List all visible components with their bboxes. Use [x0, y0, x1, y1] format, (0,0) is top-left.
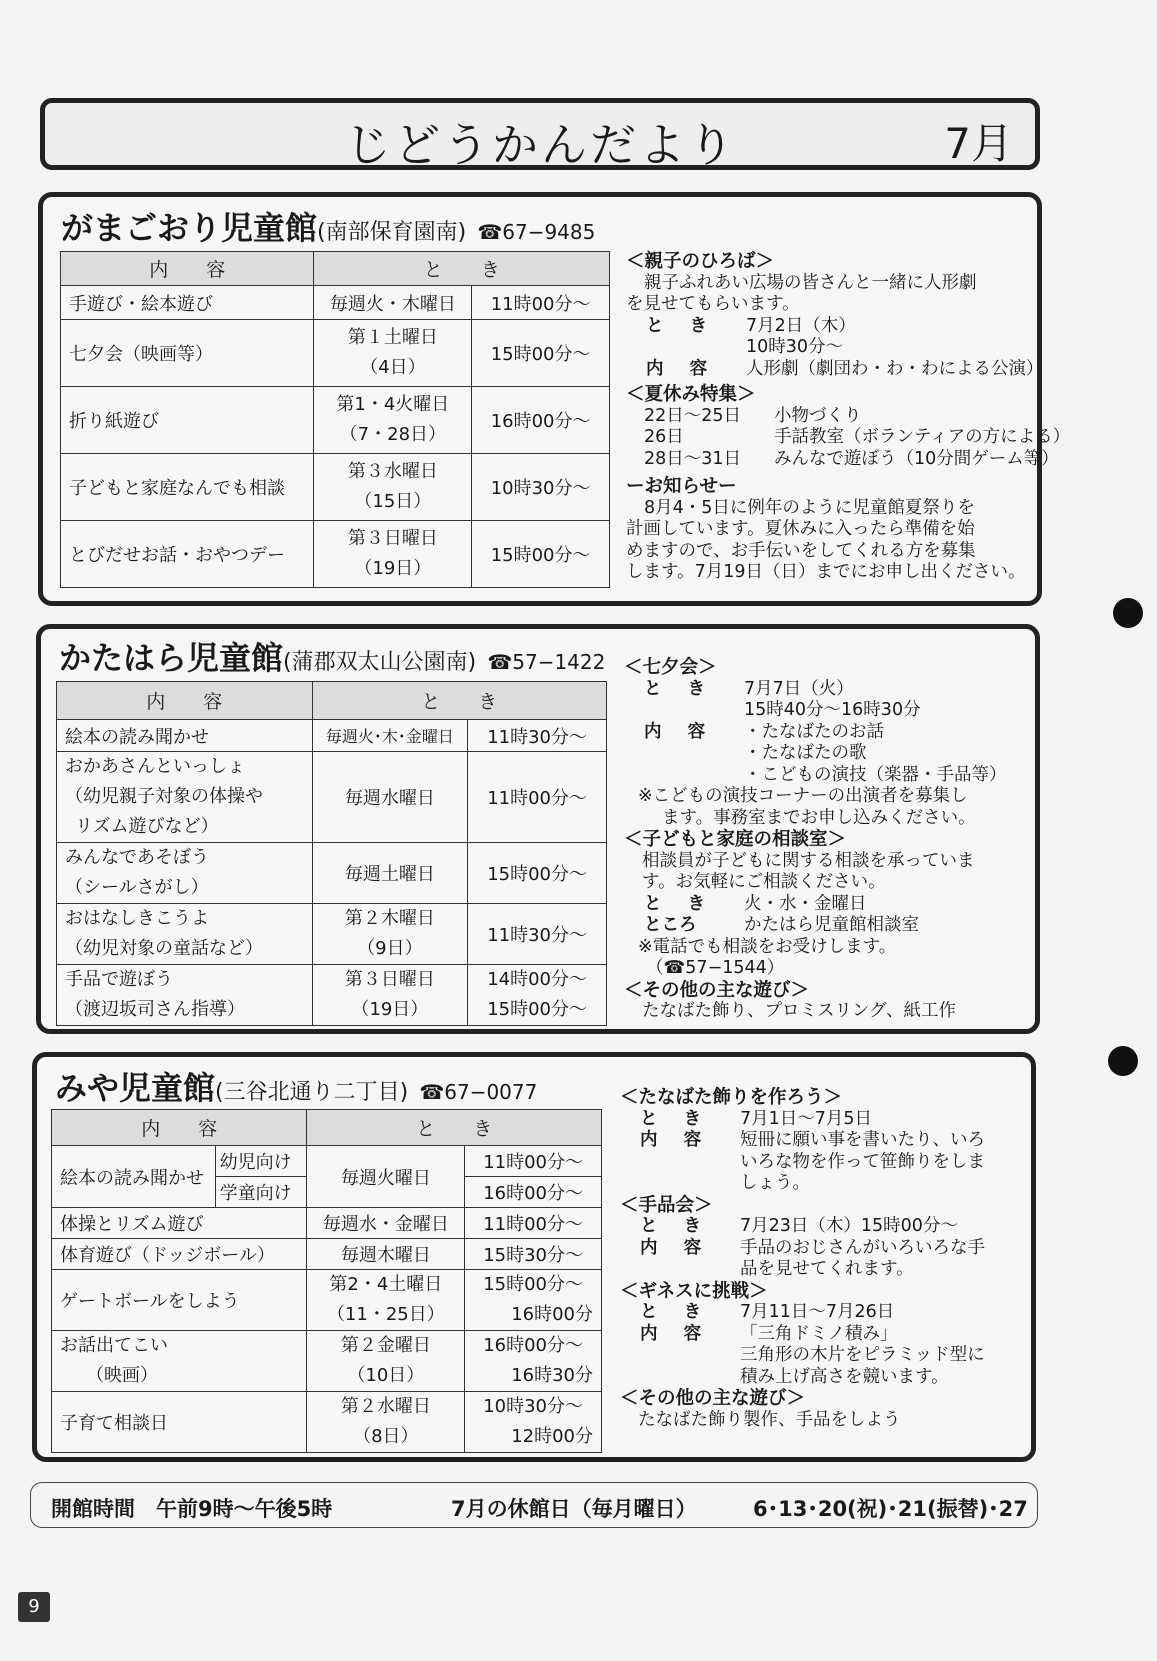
table-row — [57, 752, 607, 843]
event-date-row — [626, 316, 1070, 338]
hall-location: (蒲郡双太山公園南) — [283, 650, 477, 675]
hall-section-katahara — [36, 624, 1040, 1034]
event-content-row — [620, 1152, 985, 1174]
hall-phone: ☎67−9485 — [477, 220, 596, 244]
activity-cell: 折り紙遊び — [61, 387, 314, 454]
day-text: 第２木曜日 — [344, 908, 435, 929]
event-time-row — [624, 700, 1007, 722]
time-cell: 16時00分〜 — [465, 1177, 602, 1208]
time-cell: 11時30分〜 — [468, 904, 607, 965]
table-row — [52, 1331, 602, 1392]
content-label: 内 容 — [640, 1237, 712, 1258]
consult-text: 相談員が子どもに関する相談を承っていま — [642, 850, 975, 871]
activity-cell — [52, 1331, 307, 1392]
day-cell — [314, 320, 472, 387]
table-row — [57, 843, 607, 904]
event-item: ・たなばたの歌 — [744, 743, 867, 763]
schedule-table — [56, 681, 607, 1026]
activity-cell: 絵本の読み聞かせ — [57, 720, 313, 752]
event-title-natsuyasumi: ＜夏休み特集＞ — [626, 384, 756, 405]
event-content-row — [620, 1259, 985, 1281]
summer-item — [626, 406, 1070, 428]
summer-date: 28日〜31日 — [644, 448, 742, 469]
date-label: と き — [646, 315, 718, 336]
time-cell: 11時00分〜 — [465, 1146, 602, 1177]
recruit-note: ※こどもの演技コーナーの出演者を募集し — [638, 786, 968, 806]
summer-activity: 小物づくり — [774, 405, 862, 426]
time-cell: 11時00分〜 — [465, 1208, 602, 1239]
activity-cell — [57, 843, 313, 904]
activity-cell — [57, 752, 313, 843]
time-text: 16時30分 — [511, 1365, 593, 1386]
event-content-row — [620, 1324, 985, 1346]
table-header-row — [61, 252, 610, 286]
event-content-row — [620, 1238, 985, 1260]
audience-cell: 学童向け — [215, 1177, 307, 1208]
event-item: ・こどもの演技（楽器・手品等） — [744, 764, 1007, 785]
hall-section-gamagori — [38, 192, 1071, 606]
table-row — [61, 320, 610, 387]
date-text: （11・25日） — [326, 1304, 445, 1325]
event-title-other: ＜その他の主な遊び＞ — [624, 979, 810, 1001]
summer-date: 26日 — [644, 427, 684, 447]
hall-location: (南部保育園南) — [317, 220, 467, 245]
opening-hours: 開館時間 午前9時〜午後5時 — [51, 1497, 333, 1521]
column-header-time: と き — [312, 682, 607, 720]
day-text: 第2・4土曜日 — [329, 1274, 443, 1295]
column-header-time: と き — [314, 252, 610, 286]
summer-date: 22日〜25日 — [644, 405, 742, 426]
other-activities: たなばた飾り製作、手品をしよう — [638, 1409, 901, 1430]
event-content-row — [620, 1130, 985, 1152]
consult-text: す。お気軽にご相談ください。 — [642, 872, 886, 892]
event-content-row — [624, 765, 1007, 787]
table-header-row — [57, 682, 607, 720]
activity-cell: 子育て相談日 — [52, 1392, 307, 1453]
notice-title: ーお知らせー — [626, 476, 737, 497]
activity-text: おはなしきこうよ — [65, 908, 209, 929]
activity-cell — [57, 965, 313, 1026]
day-cell — [314, 454, 472, 521]
content-label: 内 容 — [646, 358, 718, 379]
activity-text: みんなであそぼう — [65, 847, 209, 868]
activity-cell: とびだせお話・おやつデー — [61, 521, 314, 588]
activity-text: （映画） — [86, 1365, 158, 1386]
consult-place: かたはら児童館相談室 — [744, 915, 919, 935]
activity-cell: 手遊び・絵本遊び — [61, 286, 314, 320]
event-date: 7月11日〜7月26日 — [740, 1302, 895, 1322]
event-content-row — [624, 743, 1007, 765]
table-row — [61, 454, 610, 521]
activity-cell: ゲートボールをしよう — [52, 1270, 307, 1331]
time-cell: 11時00分〜 — [472, 286, 610, 320]
day-text: 第1・4火曜日 — [336, 394, 450, 415]
place-label: ところ — [644, 915, 697, 935]
table-row — [57, 965, 607, 1026]
hall-phone: ☎67−0077 — [419, 1080, 538, 1104]
recruit-note: ます。事務室までお申し込みください。 — [662, 807, 976, 828]
day-cell — [314, 521, 472, 588]
table-row — [52, 1392, 602, 1453]
date-text: （8日） — [353, 1426, 419, 1447]
event-title-tanabata: ＜七夕会＞ — [624, 657, 717, 678]
event-date-row — [620, 1109, 985, 1131]
event-title-tejina: ＜手品会＞ — [620, 1194, 713, 1216]
event-content: 積み上げ高さを競います。 — [740, 1366, 949, 1387]
activity-text: （幼児対象の童話など） — [65, 938, 263, 959]
event-content: 短冊に願い事を書いたり、いろ — [740, 1130, 985, 1150]
audience-cell: 幼児向け — [215, 1146, 307, 1177]
activity-text: おかあさんといっしょ — [65, 756, 245, 777]
day-cell — [307, 1270, 465, 1331]
activity-text: お話出てこい — [60, 1335, 168, 1356]
table-row — [61, 286, 610, 320]
event-title-guinness: ＜ギネスに挑戦＞ — [620, 1280, 768, 1302]
event-content: 三角形の木片をピラミッド型に — [740, 1345, 985, 1365]
event-text: 親子ふれあい広場の皆さんと一緒に人形劇 — [644, 272, 977, 293]
event-content-row — [626, 359, 1070, 381]
date-text: （19日） — [351, 999, 429, 1020]
time-text: 16時00分〜 — [483, 1335, 584, 1356]
column-header-time: と き — [307, 1110, 602, 1146]
closed-days-label: 7月の休館日（毎月曜日） — [451, 1497, 697, 1521]
event-time: 10時30分〜 — [746, 337, 844, 357]
date-label: と き — [644, 678, 716, 699]
table-row — [52, 1208, 602, 1239]
event-content-row — [624, 722, 1007, 744]
consult-place-row — [624, 915, 1007, 937]
day-text: 第３日曜日 — [347, 528, 438, 549]
table-row — [52, 1146, 602, 1177]
day-cell: 毎週水・金曜日 — [307, 1208, 465, 1239]
notice-text: 8月4・5日に例年のように児童館夏祭りを — [644, 497, 975, 518]
activity-cell: 七夕会（映画等） — [61, 320, 314, 387]
day-cell: 毎週火曜日 — [307, 1146, 465, 1208]
date-label: と き — [644, 893, 716, 914]
time-cell: 15時00分〜 — [472, 320, 610, 387]
column-header-content: 内 容 — [61, 252, 314, 286]
schedule-table — [60, 251, 610, 588]
hall-location: (三谷北通り二丁目) — [215, 1080, 409, 1105]
hall-name-heading — [55, 1063, 537, 1109]
day-cell: 毎週土曜日 — [312, 843, 468, 904]
table-row — [61, 387, 610, 454]
newsletter-month: 7月 — [944, 119, 1013, 168]
schedule-table — [51, 1109, 602, 1453]
date-text: （15日） — [354, 491, 432, 512]
notice-text: します。7月19日（日）までにお申し出ください。 — [626, 562, 1026, 582]
event-text: を見せてもらいます。 — [626, 294, 800, 314]
activity-cell: 体操とリズム遊び — [52, 1208, 307, 1239]
activity-cell: 絵本の読み聞かせ — [52, 1146, 216, 1208]
notice-text: 計画しています。夏休みに入ったら準備を始 — [626, 519, 975, 539]
hall-name: かたはら児童館 — [59, 639, 284, 677]
newsletter-header — [40, 98, 1040, 170]
event-content-row — [620, 1173, 985, 1195]
event-content: 手品のおじさんがいろいろな手 — [740, 1237, 985, 1258]
punch-hole-mark — [1113, 598, 1143, 628]
hall-name-heading — [59, 633, 605, 679]
event-title-oyako: ＜親子のひろば＞ — [626, 251, 775, 272]
phone-number: （☎57−1544） — [646, 958, 785, 978]
activity-cell: 子どもと家庭なんでも相談 — [61, 454, 314, 521]
table-row — [52, 1270, 602, 1331]
event-content: いろな物を作って笹飾りをしま — [740, 1151, 985, 1172]
content-label: 内 容 — [644, 721, 716, 742]
event-date-row — [624, 679, 1007, 701]
time-cell — [465, 1392, 602, 1453]
newsletter-title: じどうかんだより — [345, 118, 737, 172]
phone-note: ※電話でも相談をお受けします。 — [638, 936, 897, 957]
event-content: 「三角ドミノ積み」 — [740, 1323, 898, 1344]
day-cell — [312, 904, 468, 965]
summer-item — [626, 427, 1070, 449]
opening-info-bar — [30, 1482, 1038, 1528]
time-cell — [465, 1331, 602, 1392]
time-text: 15時00分〜 — [487, 999, 588, 1020]
time-cell: 10時30分〜 — [472, 454, 610, 521]
day-text: 第２金曜日 — [340, 1335, 431, 1356]
event-content: 品を見せてくれます。 — [740, 1259, 914, 1279]
event-date: 7月2日（木） — [746, 315, 856, 336]
event-date: 7月7日（火） — [744, 678, 854, 699]
hall-events-column — [626, 251, 1070, 584]
date-label: と き — [640, 1216, 712, 1236]
time-cell: 15時00分〜 — [472, 521, 610, 588]
day-cell — [307, 1331, 465, 1392]
date-text: （4日） — [360, 357, 426, 378]
day-cell: 毎週木曜日 — [307, 1239, 465, 1270]
hall-events-column — [620, 1087, 985, 1431]
day-cell: 毎週水曜日 — [312, 752, 468, 843]
summer-item — [626, 449, 1070, 471]
event-content: 人形劇（劇団わ・わ・わによる公演） — [746, 358, 1044, 379]
table-row — [57, 904, 607, 965]
date-text: （9日） — [357, 938, 423, 959]
event-date-row — [620, 1216, 985, 1238]
time-cell: 16時00分〜 — [472, 387, 610, 454]
event-content: しょう。 — [740, 1173, 810, 1193]
event-title-soudan: ＜子どもと家庭の相談室＞ — [624, 829, 847, 850]
time-text: 16時00分 — [511, 1304, 593, 1325]
hall-name: みや児童館 — [55, 1069, 216, 1107]
activity-text: 手品で遊ぼう — [65, 969, 173, 990]
summer-activity: 手話教室（ボランティアの方による） — [774, 427, 1071, 447]
day-text: 第１土曜日 — [347, 327, 438, 348]
day-cell: 毎週火･木･金曜日 — [312, 720, 468, 752]
activity-text: リズム遊びなど） — [75, 816, 219, 837]
time-cell — [465, 1270, 602, 1331]
closed-days: 6･13･20(祝)･21(振替)･27 — [753, 1497, 1028, 1521]
content-label: 内 容 — [640, 1323, 712, 1344]
date-text: （7・28日） — [339, 424, 447, 445]
activity-text: （幼児親子対象の体操や — [65, 786, 263, 807]
day-cell — [312, 965, 468, 1026]
column-header-content: 内 容 — [52, 1110, 307, 1146]
hall-name: がまごおり児童館 — [61, 209, 318, 247]
time-cell: 11時00分〜 — [468, 752, 607, 843]
hall-events-column — [624, 657, 1007, 1023]
day-text: 第３水曜日 — [347, 461, 438, 482]
day-cell — [314, 387, 472, 454]
content-label: 内 容 — [640, 1130, 712, 1150]
activity-cell: 体育遊び（ドッジボール） — [52, 1239, 307, 1270]
summer-activity: みんなで遊ぼう（10分間ゲーム等） — [774, 448, 1059, 469]
day-text: 第２水曜日 — [340, 1396, 431, 1417]
event-time: 15時40分〜16時30分 — [744, 700, 921, 720]
activity-cell — [57, 904, 313, 965]
event-time-row — [626, 337, 1070, 359]
date-text: （10日） — [347, 1365, 425, 1386]
punch-hole-mark — [1108, 1046, 1138, 1076]
table-header-row — [52, 1110, 602, 1146]
table-row — [57, 720, 607, 752]
time-text: 10時30分〜 — [483, 1396, 584, 1417]
other-activities: たなばた飾り、プロミスリング、紙工作 — [642, 1001, 956, 1021]
time-text: 14時00分〜 — [487, 969, 588, 990]
day-cell — [307, 1392, 465, 1453]
time-text: 12時00分 — [511, 1426, 593, 1447]
activity-text: （シールさがし） — [65, 877, 209, 898]
time-text: 15時00分〜 — [483, 1274, 584, 1295]
notice-text: めますので、お手伝いをしてくれる方を募集 — [626, 540, 976, 561]
day-text: 第３日曜日 — [344, 969, 435, 990]
consult-days-row — [624, 894, 1007, 916]
date-label: と き — [640, 1302, 712, 1322]
event-content-row — [620, 1367, 985, 1389]
event-title-other: ＜その他の主な遊び＞ — [620, 1388, 806, 1409]
time-cell: 11時30分〜 — [468, 720, 607, 752]
time-cell: 15時30分〜 — [465, 1239, 602, 1270]
consult-days: 火・水・金曜日 — [744, 893, 867, 914]
table-row — [61, 521, 610, 588]
page-number: 9 — [18, 1592, 50, 1622]
time-cell — [468, 965, 607, 1026]
date-text: （19日） — [354, 558, 432, 579]
table-row — [52, 1239, 602, 1270]
event-date: 7月23日（木）15時00分〜 — [740, 1216, 958, 1236]
hall-section-miya — [32, 1052, 1036, 1462]
date-label: と き — [640, 1108, 712, 1129]
event-title-kazari: ＜たなばた飾りを作ろう＞ — [620, 1087, 843, 1108]
day-cell: 毎週火・木曜日 — [314, 286, 472, 320]
time-cell: 15時00分〜 — [468, 843, 607, 904]
activity-text: （渡辺坂司さん指導） — [65, 999, 245, 1020]
hall-name-heading — [61, 203, 595, 249]
event-item: ・たなばたのお話 — [744, 721, 884, 742]
event-date-row — [620, 1302, 985, 1324]
column-header-content: 内 容 — [57, 682, 313, 720]
hall-phone: ☎57−1422 — [487, 650, 606, 674]
event-content-row — [620, 1345, 985, 1367]
event-date: 7月1日〜7月5日 — [740, 1108, 873, 1129]
